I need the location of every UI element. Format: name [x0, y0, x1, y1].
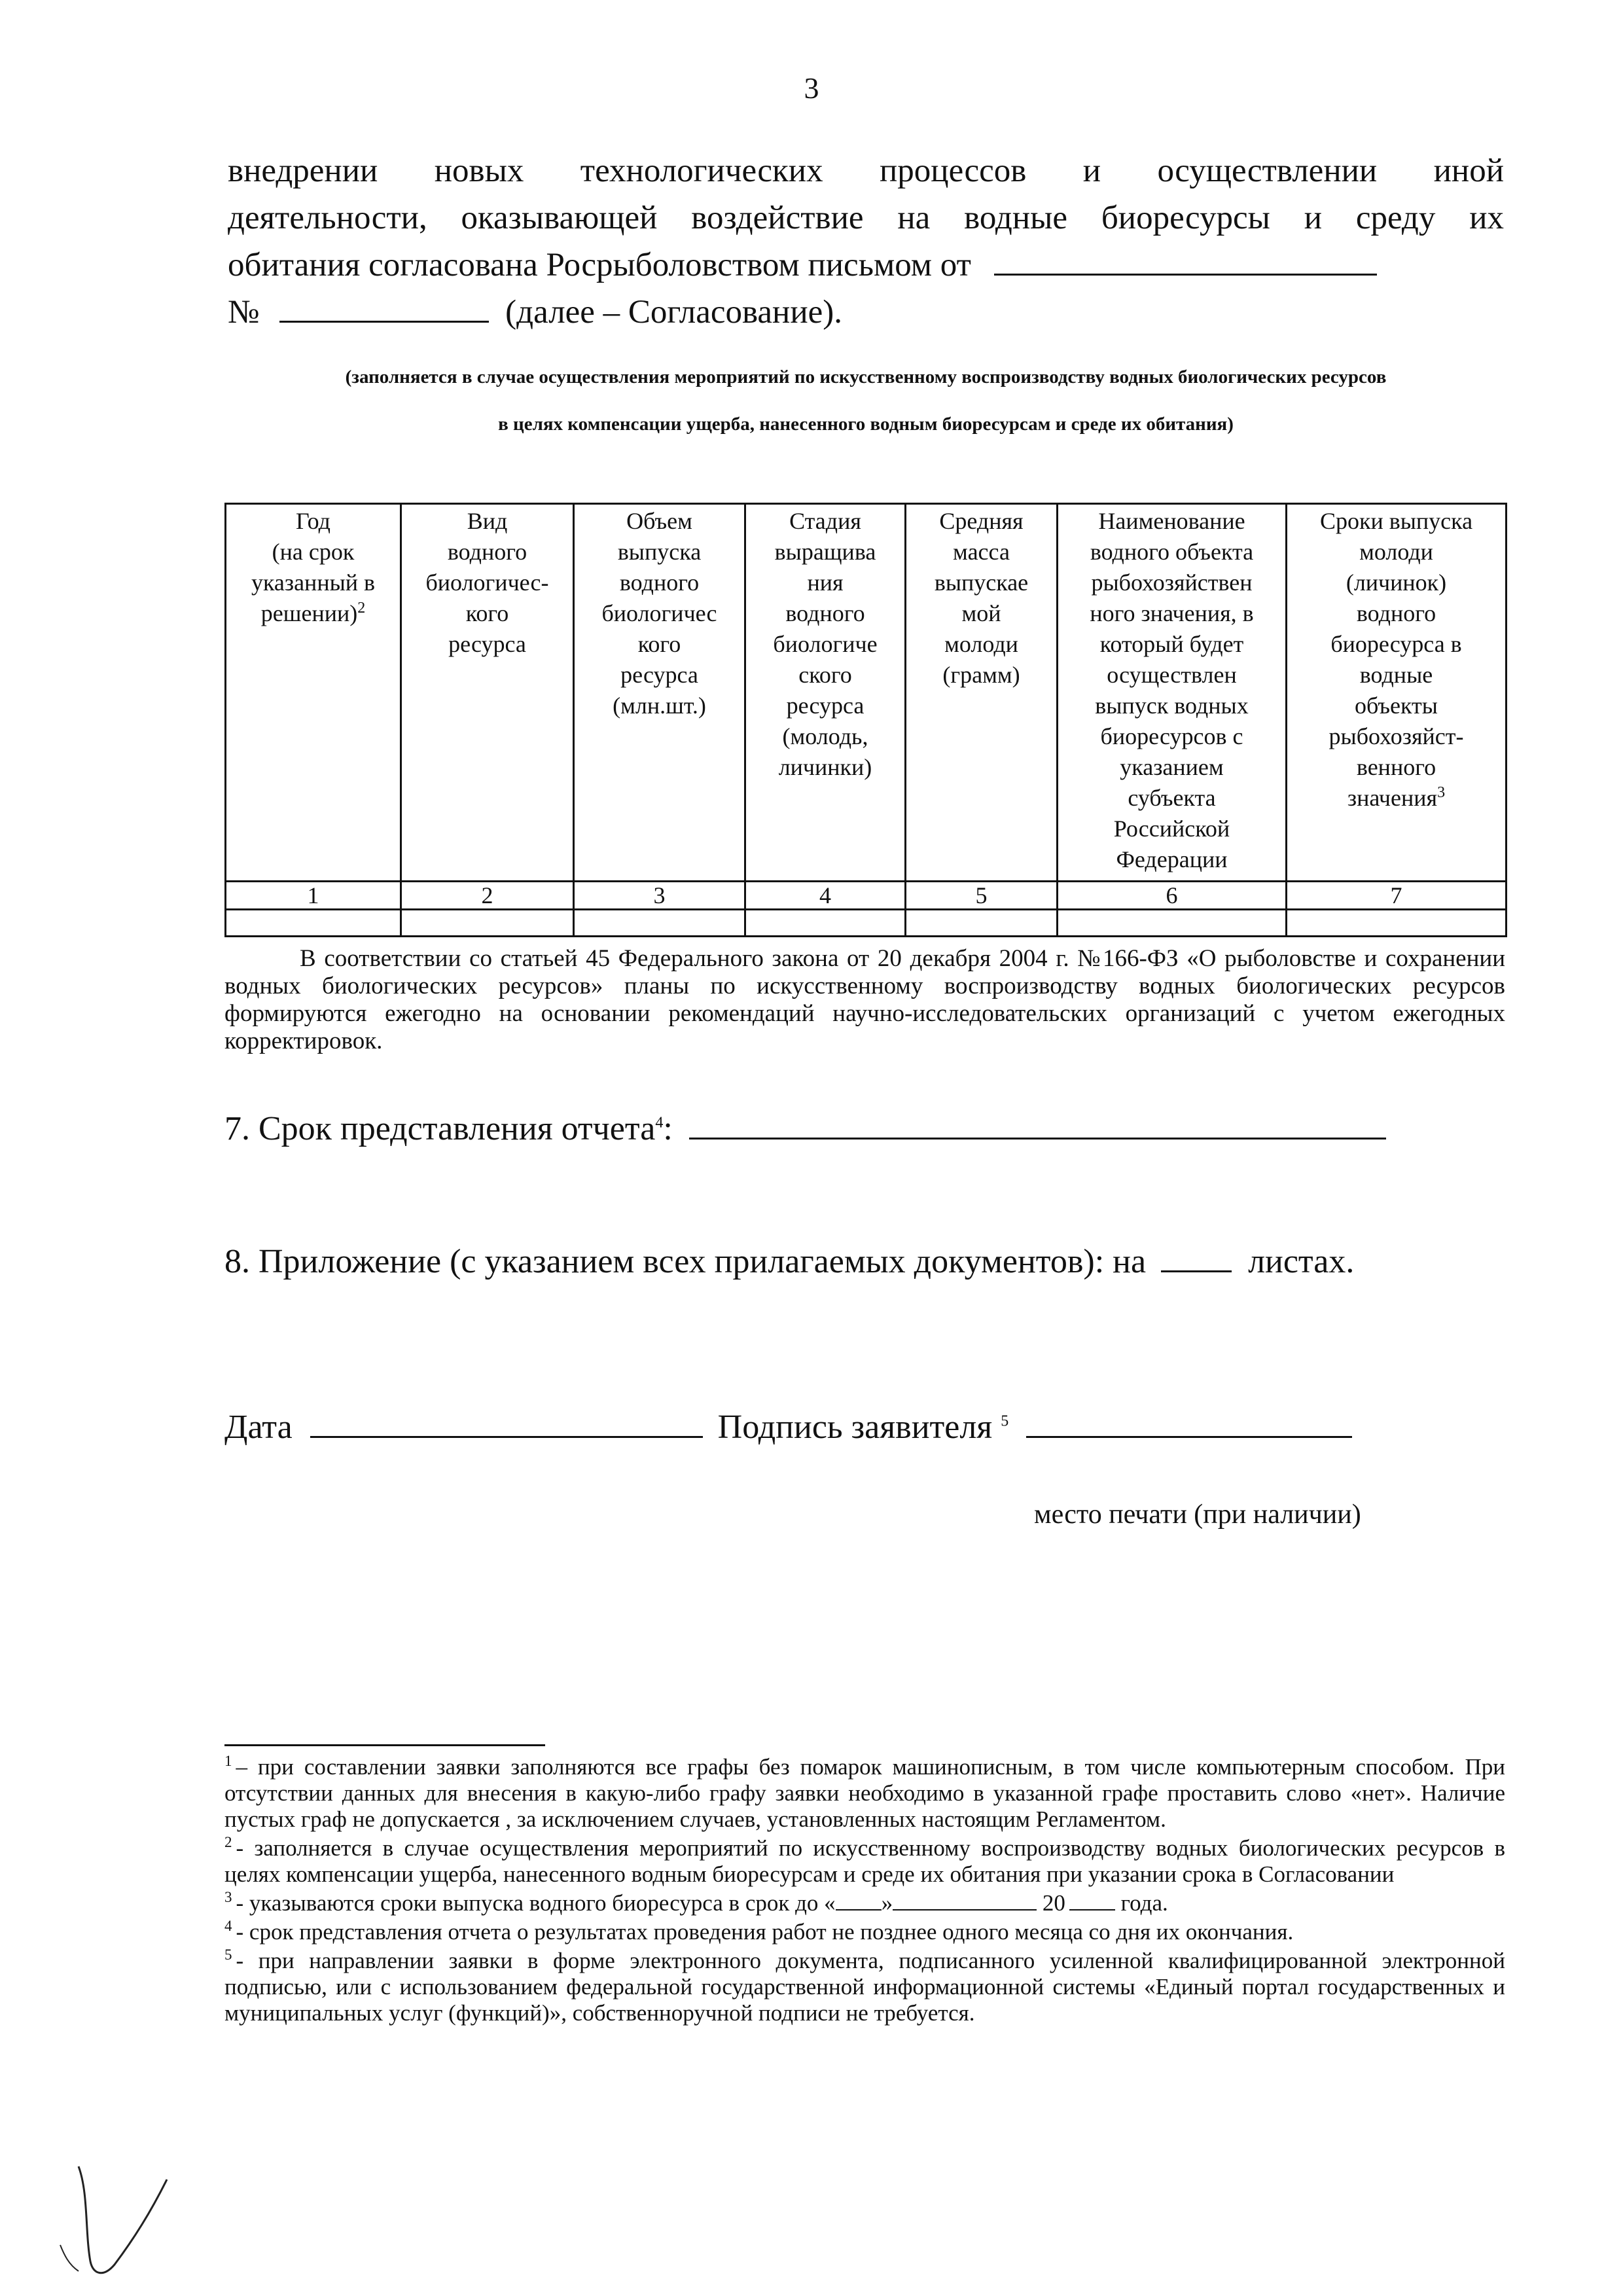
- table-row: [226, 910, 1507, 937]
- footnote-text: - срок представления отчета о результатах проведения работ не позднее одного месяца со дня их окончания.: [236, 1919, 1294, 1945]
- header-line: Стадия: [789, 508, 861, 534]
- header-line: выпуска: [617, 539, 702, 565]
- quote-close: »: [881, 1890, 893, 1916]
- header-line: масса: [953, 539, 1010, 565]
- header-line: водного: [619, 569, 700, 596]
- header-line: Год: [296, 508, 330, 534]
- signature-block: [224, 1405, 1352, 1446]
- header-line: кого: [465, 600, 509, 626]
- footnote-3: [224, 1890, 1505, 1916]
- signature-label: Подпись заявителя: [717, 1408, 993, 1446]
- header-line: выпускае: [934, 569, 1029, 596]
- table-cell[interactable]: [226, 910, 401, 937]
- sheets-word: листах.: [1248, 1243, 1355, 1280]
- column-header-5: [906, 504, 1058, 882]
- header-line: (грамм): [942, 662, 1020, 688]
- header-line: (млн.шт.): [613, 692, 706, 719]
- report-deadline-label: 7. Срок представления отчета: [224, 1110, 656, 1147]
- attachments-item: [224, 1239, 1354, 1281]
- footnote-ref: 2: [357, 600, 366, 617]
- header-line: (на срок: [272, 539, 355, 565]
- header-line: выращива: [774, 539, 876, 565]
- law-reference-paragraph: [224, 945, 1505, 1055]
- intro-line-3: [228, 242, 1504, 289]
- table-cell[interactable]: [1058, 910, 1287, 937]
- sheet-count-field[interactable]: [1161, 1239, 1232, 1272]
- handwritten-signature-icon: [52, 2153, 190, 2284]
- footnote-mark: 5: [224, 1946, 232, 1964]
- header-line: Сроки выпуска: [1319, 508, 1473, 534]
- footnote-4: [224, 1919, 1505, 1945]
- header-line: рыбохозяйст-: [1329, 723, 1464, 749]
- header-line: биологичес-: [425, 569, 549, 596]
- header-line: (личинок): [1346, 569, 1447, 596]
- header-line: [230, 598, 396, 629]
- table-header-row: [226, 504, 1507, 882]
- year-word: года.: [1120, 1890, 1168, 1916]
- header-line: указанный в: [251, 569, 376, 596]
- footnote-2: [224, 1835, 1505, 1888]
- footnote-text: - при направлении заявки в форме электронного документа, подписанного усиленной квалифицированной электронной подписью, или с использованием федеральной государственной информационной системы «Единый портал государственных и муниципальных услуг (функций)», собственноручной подписи не требуется.: [224, 1948, 1505, 2026]
- header-line: выпуск водных: [1095, 692, 1249, 719]
- header-line: водного: [447, 539, 527, 565]
- page-number: 3: [804, 71, 819, 105]
- column-header-6: [1058, 504, 1287, 882]
- footnote-mark: 4: [224, 1918, 232, 1935]
- header-line: биоресурсов с: [1100, 723, 1243, 749]
- column-number: 5: [906, 882, 1058, 910]
- header-line: Наименование: [1098, 508, 1245, 534]
- letter-number-field[interactable]: [279, 293, 489, 323]
- footnotes: [224, 1754, 1505, 2029]
- intro-line-1: внедрении новых технологических процессов и осуществлении иной: [228, 152, 1504, 189]
- column-number: 4: [745, 882, 906, 910]
- stamp-note: место печати (при наличии): [1034, 1499, 1361, 1530]
- header-line: ресурса: [786, 692, 865, 719]
- column-number: 6: [1058, 882, 1287, 910]
- intro-paragraph: [228, 147, 1504, 336]
- header-line: биологичес: [601, 600, 717, 626]
- intro-line-4: [228, 289, 1504, 336]
- footnote-text: – при составлении заявки заполняются все графы без помарок машинописным, в том числе компьютерным способом. При отсутствии данных для внесения в какую-либо графу заявки необходимо в указанной графе проставить слово «нет». Наличие пустых граф не допускается , за исключением случаев, установленных настоящим Регламентом.: [224, 1754, 1505, 1832]
- year-prefix: 20: [1042, 1890, 1065, 1916]
- header-line: ского: [798, 662, 852, 688]
- header-line: ния: [807, 569, 844, 596]
- attachments-label: 8. Приложение (с указанием всех прилагаемых документов): на: [224, 1243, 1147, 1280]
- header-line: (молодь,: [782, 723, 868, 749]
- table-cell[interactable]: [401, 910, 574, 937]
- table-note-line-1: (заполняется в случае осуществления мероприятий по искусственному воспроизводству водных биологических ресурсов: [345, 367, 1387, 387]
- column-number: 7: [1287, 882, 1507, 910]
- header-line: рыбохозяйствен: [1091, 569, 1253, 596]
- report-deadline-field[interactable]: [689, 1106, 1386, 1139]
- footnote-text: - указываются сроки выпуска водного биоресурса в срок до «: [236, 1890, 836, 1916]
- footnote-mark: 1: [224, 1753, 232, 1770]
- date-field[interactable]: [310, 1405, 703, 1438]
- release-table: [224, 503, 1507, 937]
- header-line: осуществлен: [1107, 662, 1237, 688]
- footnote-ref-4: 4: [655, 1114, 664, 1132]
- header-line: указанием: [1120, 754, 1224, 780]
- letter-date-field[interactable]: [994, 246, 1377, 276]
- footnote-text: - заполняется в случае осуществления мероприятий по искусственному воспроизводству водных биологических ресурсов в целях компенсации ущерба, нанесенного водным биоресурсам и среде их обитания при указании срока в Согласовании: [224, 1835, 1505, 1887]
- column-number: 3: [574, 882, 745, 910]
- intro-line-3-text: обитания согласована Росрыболовством письмом от: [228, 247, 971, 283]
- column-header-2: [401, 504, 574, 882]
- header-line: Российской: [1113, 816, 1230, 842]
- table-cell[interactable]: [906, 910, 1058, 937]
- column-header-1: [226, 504, 401, 882]
- column-header-7: [1287, 504, 1507, 882]
- header-line: Объем: [626, 508, 692, 534]
- number-sign: №: [228, 294, 260, 331]
- footnote-ref-5: 5: [1001, 1412, 1009, 1430]
- footnote-mark: 2: [224, 1834, 232, 1851]
- header-line: водные: [1359, 662, 1433, 688]
- header-line-text: значения: [1347, 785, 1438, 811]
- header-line: водного: [1356, 600, 1436, 626]
- year-blank[interactable]: [1069, 1891, 1115, 1910]
- column-header-4: [745, 504, 906, 882]
- month-blank[interactable]: [893, 1891, 1037, 1910]
- header-line: биоресурса в: [1330, 631, 1462, 657]
- header-line: ресурса: [448, 631, 526, 657]
- table-cell[interactable]: [574, 910, 745, 937]
- header-line: молоди: [944, 631, 1018, 657]
- signature-field[interactable]: [1026, 1405, 1352, 1438]
- footnote-mark: 3: [224, 1889, 232, 1906]
- table-cell[interactable]: [1287, 910, 1507, 937]
- header-line: молоди: [1359, 539, 1433, 565]
- header-line: [1291, 783, 1501, 814]
- column-number: 2: [401, 882, 574, 910]
- footnote-ref: 3: [1437, 784, 1446, 801]
- table-number-row: [226, 882, 1507, 910]
- header-line: кого: [637, 631, 681, 657]
- colon: :: [663, 1110, 673, 1147]
- table-cell[interactable]: [745, 910, 906, 937]
- header-line: личинки): [778, 754, 872, 780]
- header-line: водного: [785, 600, 865, 626]
- header-line: мой: [961, 600, 1001, 626]
- header-line: объекты: [1355, 692, 1438, 719]
- table-note-line-2: в целях компенсации ущерба, нанесенного водным биоресурсам и среде их обитания): [498, 414, 1234, 435]
- report-deadline-item: [224, 1106, 1386, 1148]
- header-line: венного: [1356, 754, 1436, 780]
- header-line: Средняя: [939, 508, 1024, 534]
- day-blank[interactable]: [836, 1891, 882, 1910]
- agreement-definition: (далее – Согласование).: [505, 294, 842, 331]
- footnote-separator: [224, 1744, 545, 1746]
- header-line: Федерации: [1116, 846, 1228, 872]
- header-line: биологиче: [773, 631, 878, 657]
- header-line: ного значения, в: [1090, 600, 1254, 626]
- header-line: субъекта: [1128, 785, 1216, 811]
- header-line: ресурса: [620, 662, 698, 688]
- header-line: водного объекта: [1090, 539, 1254, 565]
- header-line-text: решении): [260, 600, 358, 626]
- footnote-5: [224, 1948, 1505, 2026]
- date-label: Дата: [224, 1408, 293, 1446]
- column-header-3: [574, 504, 745, 882]
- header-line: Вид: [467, 508, 508, 534]
- header-line: который будет: [1099, 631, 1244, 657]
- intro-line-2: деятельности, оказывающей воздействие на водные биоресурсы и среду их: [228, 200, 1504, 236]
- law-text: В соответствии со статьей 45 Федерального закона от 20 декабря 2004 г. №166-ФЗ «О рыболовстве и сохранении водных биологических ресурсов» планы по искусственному воспроизводству водных биологических ресурсов формируются ежегодно на основании рекомендаций научно-исследовательских организаций с учетом ежегодных корректировок.: [224, 945, 1505, 1054]
- column-number: 1: [226, 882, 401, 910]
- footnote-1: [224, 1754, 1505, 1833]
